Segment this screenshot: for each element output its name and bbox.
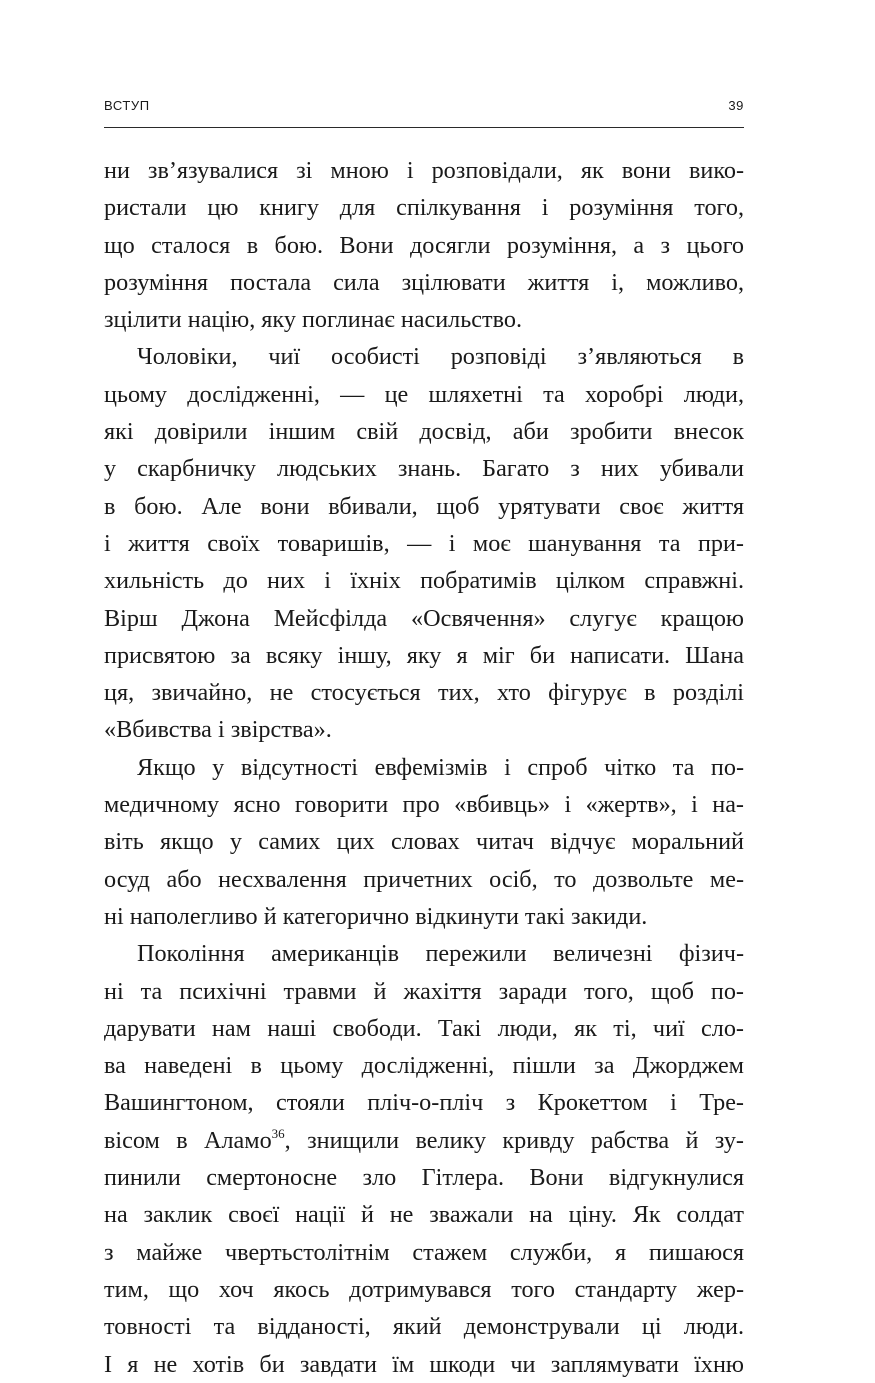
text-line: зцілити націю, яку поглинає насильство. — [104, 306, 522, 334]
text-line: Чоловіки, чиї особисті розповіді з’являються в — [137, 343, 744, 371]
text-line: тим, що хоч якось дотримувався того стандарту жер- — [104, 1275, 744, 1303]
page-number: 39 — [728, 98, 744, 113]
text-line: дарувати нам наші свободи. Такі люди, як ті, чиї сло- — [104, 1014, 744, 1042]
text-line: присвятою за всяку іншу, яку я міг би написати. Шана — [104, 641, 744, 669]
running-header — [104, 98, 744, 118]
text-line: товності та відданості, який демонстрували ці люди. — [104, 1313, 744, 1341]
text-line: які довірили іншим свій досвід, аби зробити внесок — [104, 418, 744, 446]
text-line: цьому дослідженні, — це шляхетні та хоробрі люди, — [104, 380, 744, 408]
text-line: що сталося в бою. Вони досягли розуміння, а з цього — [104, 231, 744, 259]
text-line: віть якщо у самих цих словах читач відчує моральний — [104, 828, 744, 856]
text-line: на заклик своєї нації й не зважали на ціну. Як солдат — [104, 1201, 744, 1229]
text-line: в бою. Але вони вбивали, щоб урятувати своє життя — [104, 492, 744, 520]
text-line: медичному ясно говорити про «вбивць» і «жертв», і на- — [104, 791, 744, 819]
text-line: розуміння постала сила зцілювати життя і, можливо, — [104, 268, 744, 296]
text-line: І я не хотів би завдати їм шкоди чи заплямувати їхню — [104, 1350, 744, 1378]
text-line: Покоління американців пережили величезні фізич- — [137, 940, 744, 968]
text-line: Вірш Джона Мейсфілда «Освячення» слугує кращою — [104, 604, 744, 632]
text-fragment: , знищили велику кривду рабства й зу- — [284, 1126, 744, 1154]
text-line: Якщо у відсутності евфемізмів і спроб чітко та по- — [137, 753, 744, 781]
text-line: і життя своїх товаришів, — і моє шанування та при- — [104, 529, 744, 557]
text-line: ва наведені в цьому дослідженні, пішли за Джорджем — [104, 1052, 744, 1080]
text-line: Вашингтоном, стояли пліч-о-пліч з Крокеттом і Тре- — [104, 1089, 744, 1117]
text-line: осуд або несхвалення причетних осіб, то дозвольте ме- — [104, 865, 744, 893]
header-rule — [104, 127, 744, 128]
text-fragment: вісом в Аламо — [104, 1126, 272, 1154]
text-line — [104, 1122, 744, 1159]
running-title: ВСТУП — [104, 98, 150, 113]
text-line: з майже чвертьстолітнім стажем служби, я пишаюся — [104, 1238, 744, 1266]
text-line: пинили смертоносне зло Гітлера. Вони відгукнулися — [104, 1164, 744, 1192]
body-text — [104, 152, 744, 1383]
text-line: ни зв’язувалися зі мною і розповідали, як вони вико- — [104, 157, 744, 184]
text-line: хильність до них і їхніх побратимів цілком справжні. — [104, 567, 744, 595]
text-line: ні наполегливо й категорично відкинути такі закиди. — [104, 902, 648, 930]
footnote-marker: 36 — [271, 1125, 285, 1141]
text-line: «Вбивства і звірства». — [104, 716, 332, 744]
text-line: ця, звичайно, не стосується тих, хто фігурує в розділі — [104, 679, 744, 707]
text-line: у скарбничку людських знань. Багато з них убивали — [104, 455, 744, 483]
text-line: ні та психічні травми й жахіття заради того, щоб по- — [104, 977, 744, 1005]
text-line: ристали цю книгу для спілкування і розуміння того, — [104, 194, 744, 222]
